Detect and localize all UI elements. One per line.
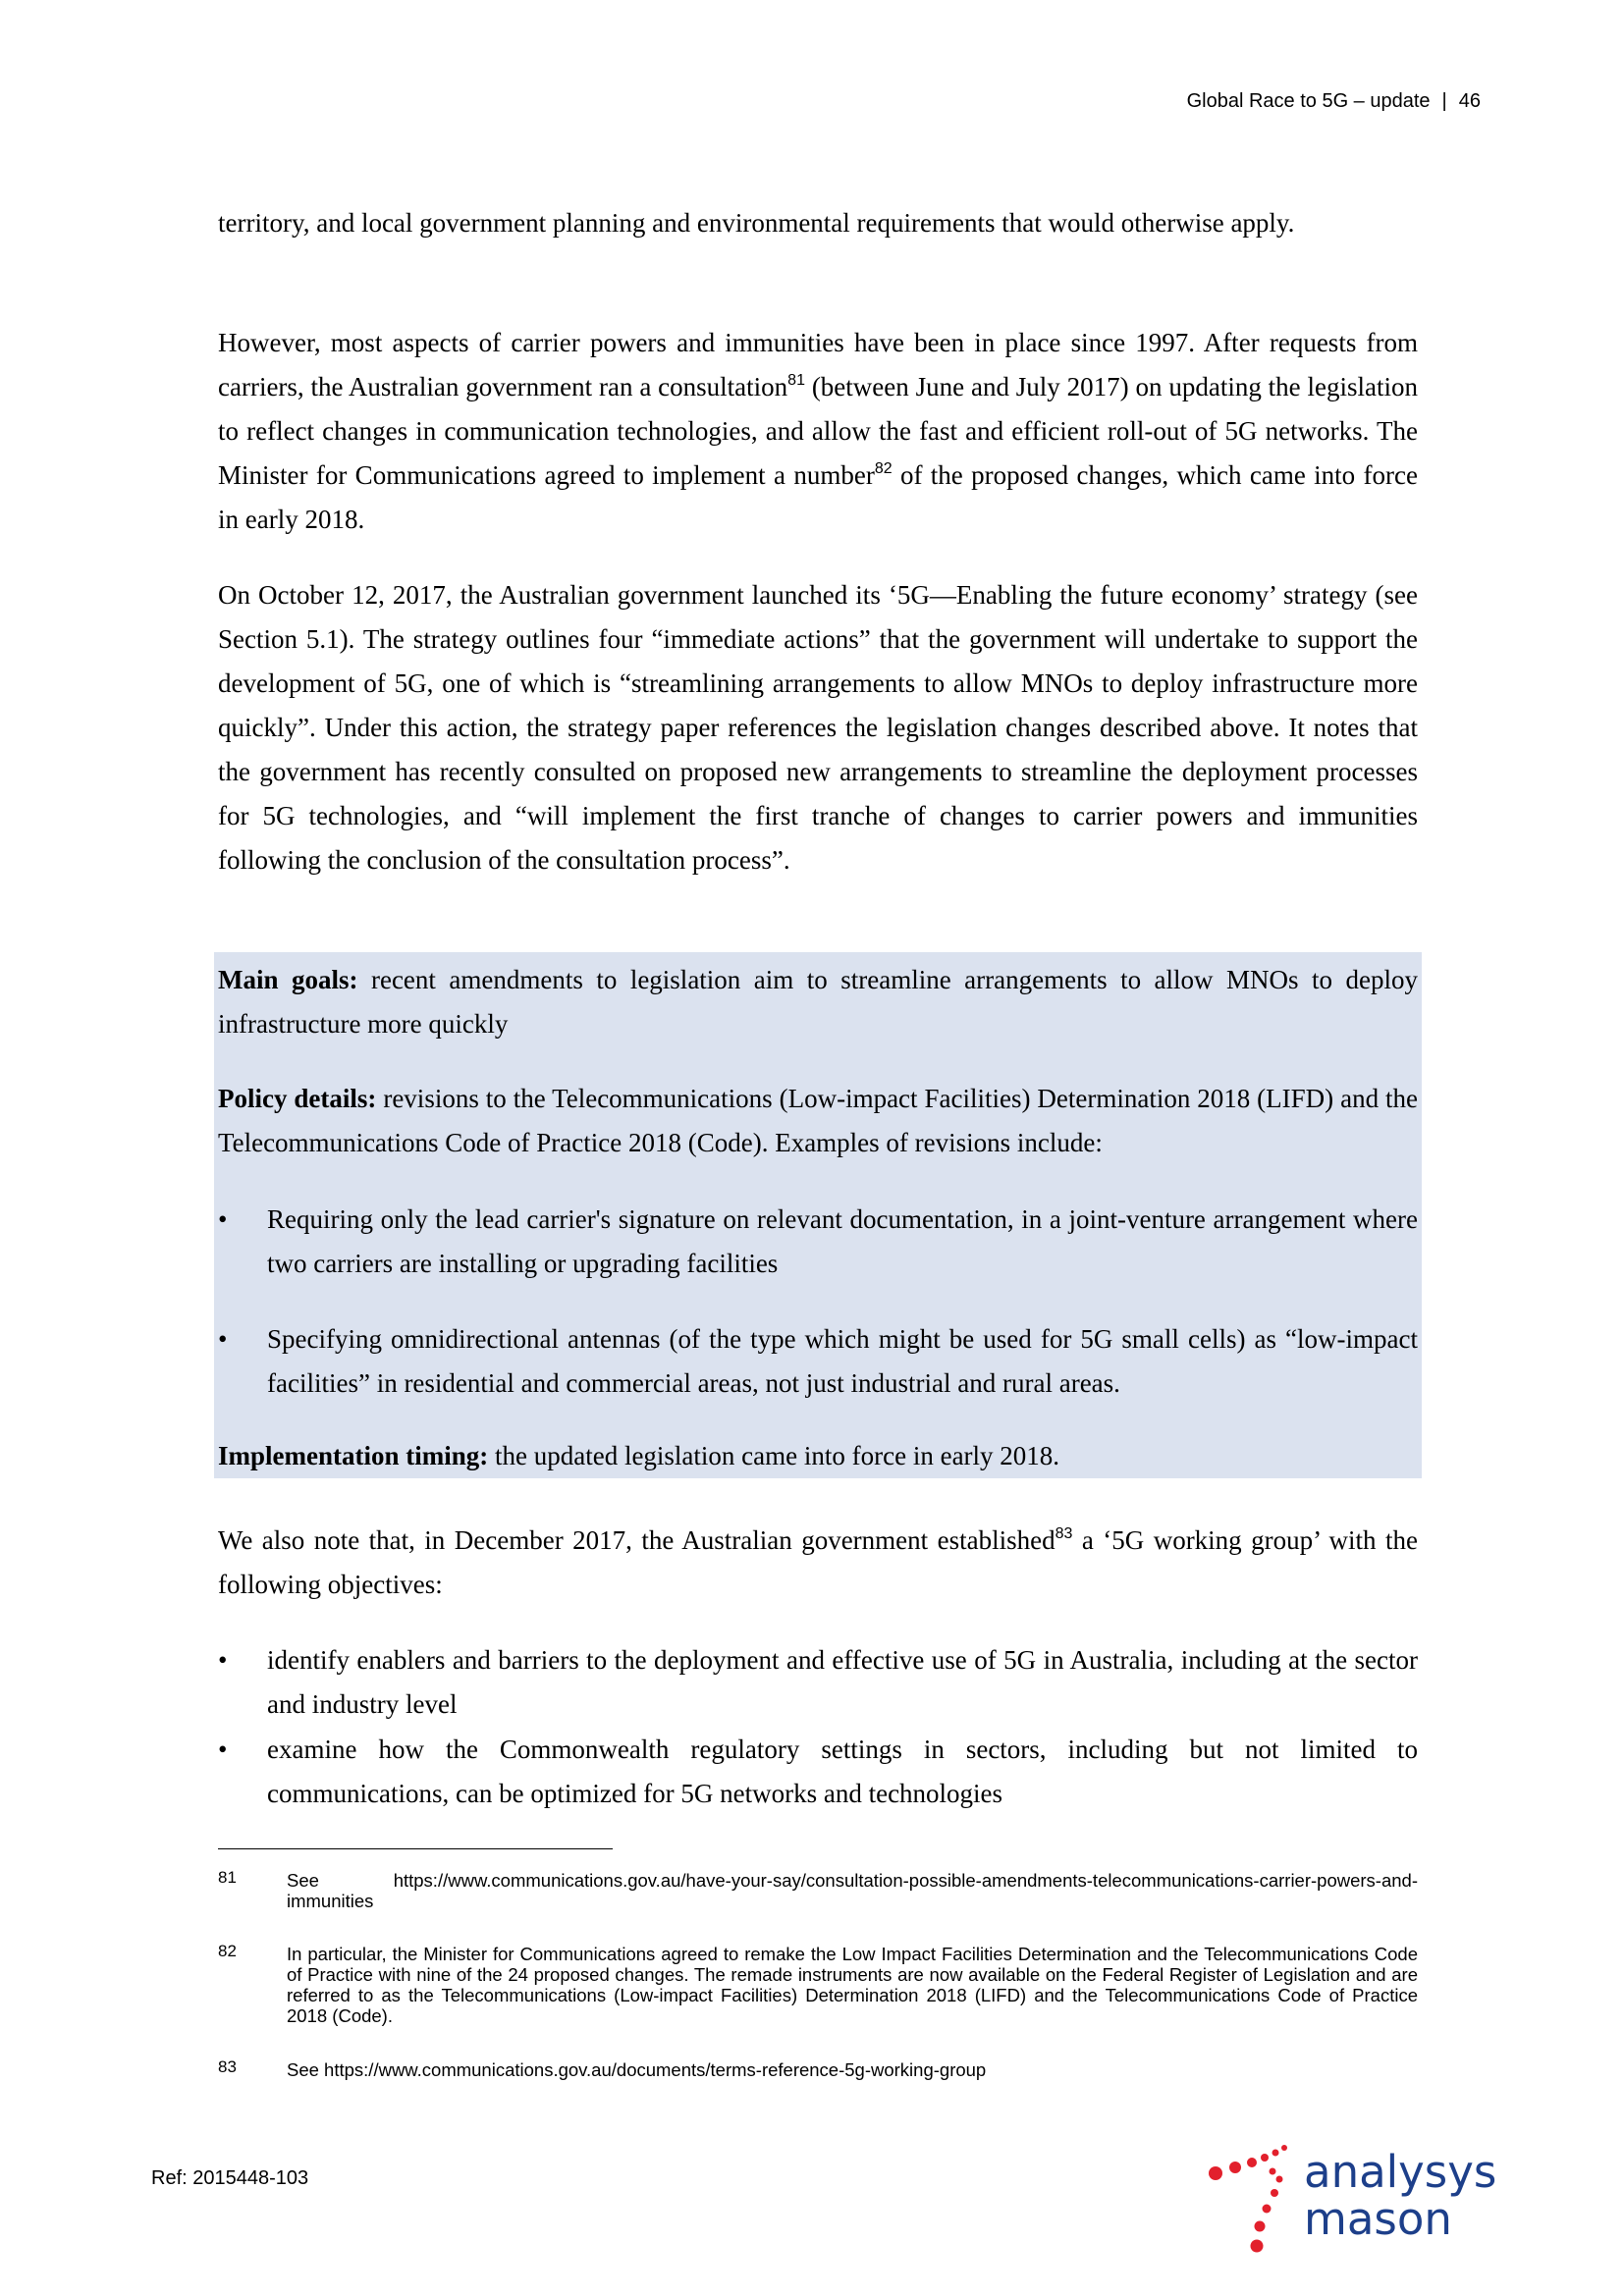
implementation-timing <box>218 1434 1418 1478</box>
paragraph-2 <box>218 321 1418 542</box>
footnote-ref-81[interactable]: 81 <box>787 372 805 389</box>
policy-summary-box <box>214 952 1422 1478</box>
timing-text: the updated legislation came into force in early 2018. <box>488 1441 1060 1470</box>
footnote-number: 82 <box>218 1942 237 1960</box>
footnote-82 <box>218 1944 1418 2030</box>
footnote-divider <box>218 1848 613 1849</box>
bullet-icon: • <box>218 1204 228 1234</box>
main-goals-label: Main goals: <box>218 965 358 994</box>
bullet-text: Specifying omnidirectional antennas (of the type which might be used for 5G small cells) as “low-impact facilities” in residential and commercial areas, not just industrial and rural areas. <box>267 1324 1418 1398</box>
paragraph-text: However, most aspects of carrier powers and immunities have been in place since 1997. After requests from carriers, the Australian government ran a consultation <box>218 328 1418 401</box>
policy-details-text: revisions to the Telecommunications (Low-impact Facilities) Determination 2018 (LIFD) and the Telecommunications Code of Practice 2018 (Code). Examples of revisions include: <box>218 1084 1418 1157</box>
paragraph-text: a ‘5G working group’ with the following objectives: <box>218 1525 1418 1599</box>
bullet-text: identify enablers and barriers to the deployment and effective use of 5G in Australia, including at the sector and industry level <box>267 1645 1418 1719</box>
bullet-icon: • <box>218 1735 228 1764</box>
bullet-icon: • <box>218 1645 228 1675</box>
footnote-ref-82[interactable]: 82 <box>874 460 893 477</box>
paragraph-text: territory, and local government planning and environmental requirements that would otherwise apply. <box>218 208 1295 238</box>
bullet-text: examine how the Commonwealth regulatory settings in sectors, including but not limited to communications, can be optimized for 5G networks and technologies <box>267 1735 1418 1808</box>
logo-wordmark-line1: analysys <box>1304 2146 1497 2198</box>
analysys-mason-logo <box>1206 2138 1510 2256</box>
bullet-icon: • <box>218 1324 228 1354</box>
footnote-83 <box>218 2059 1418 2081</box>
header-separator: | <box>1441 90 1447 112</box>
paragraph-text: (between June and July 2017) on updating the legislation to reflect changes in communication technologies, and allow the fast and efficient roll-out of 5G networks. The Minister for Communications agreed to implement a number <box>218 372 1419 490</box>
footnote-text[interactable]: See https://www.communications.gov.au/documents/terms-reference-5g-working-group <box>287 2059 987 2080</box>
paragraph-3 <box>218 573 1418 882</box>
footnote-text: In particular, the Minister for Communications agreed to remake the Low Impact Facilities Determination and the Telecommunications Code of Practice with nine of the 24 proposed changes. The remade instruments are now available on the Federal Register of Legislation and are referred to as the Telecommunications (Low-impact Facilities) Determination 2018 (LIFD) and the Telecommunications Code of Practice 2018 (Code). <box>287 1944 1418 2026</box>
paragraph-text: We also note that, in December 2017, the Australian government established <box>218 1525 1056 1555</box>
paragraph-1 <box>218 201 1418 245</box>
footnote-number: 81 <box>218 1868 237 1887</box>
objective-bullet-2 <box>218 1728 1418 1816</box>
page-number: 46 <box>1458 90 1481 112</box>
logo-wordmark-line2: mason <box>1304 2193 1452 2245</box>
objective-bullet-1 <box>218 1638 1418 1727</box>
logo-dots-icon <box>1206 2138 1304 2256</box>
footnote-text[interactable]: See https://www.communications.gov.au/have-your-say/consultation-possible-amendments-telecommunications-carrier-powers-and-immunities <box>287 1870 1418 1911</box>
footnote-ref-83[interactable]: 83 <box>1055 1525 1073 1542</box>
footnote-81 <box>218 1870 1418 1913</box>
footnote-number: 83 <box>218 2057 237 2076</box>
document-title: Global Race to 5G – update <box>1186 90 1431 112</box>
document-reference: Ref: 2015448-103 <box>151 2167 309 2189</box>
paragraph-text: On October 12, 2017, the Australian government launched its ‘5G—Enabling the future economy’ strategy (see Section 5.1). The strategy outlines four “immediate actions” that the government will undertake to support the development of 5G, one of which is “streamlining arrangements to allow MNOs to deploy infrastructure more quickly”. Under this action, the strategy paper references the legislation changes described above. It notes that the government has recently consulted on proposed new arrangements to streamline the deployment processes for 5G technologies, and “will implement the first tranche of changes to carrier powers and immunities following the conclusion of the consultation process”. <box>218 580 1418 875</box>
timing-label: Implementation timing: <box>218 1441 489 1470</box>
running-header <box>1187 90 1481 113</box>
bullet-text: Requiring only the lead carrier's signature on relevant documentation, in a joint-venture arrangement where two carriers are installing or upgrading facilities <box>267 1204 1418 1278</box>
main-goals-text: recent amendments to legislation aim to streamline arrangements to allow MNOs to deploy infrastructure more quickly <box>218 965 1418 1039</box>
main-goals <box>218 958 1418 1046</box>
paragraph-4 <box>218 1519 1418 1607</box>
paragraph-text: of the proposed changes, which came into force in early 2018. <box>218 460 1418 534</box>
revision-bullet-2 <box>218 1317 1418 1406</box>
policy-details <box>218 1077 1418 1165</box>
policy-details-label: Policy details: <box>218 1084 377 1113</box>
revision-bullet-1 <box>218 1198 1418 1286</box>
